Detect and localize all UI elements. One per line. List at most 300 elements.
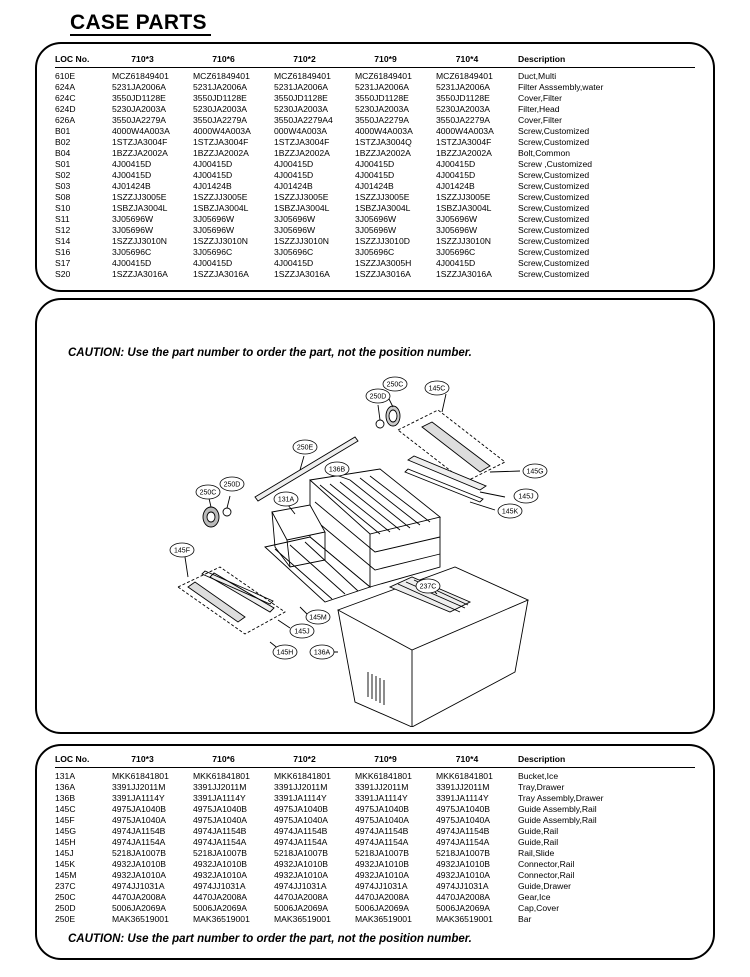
cell-loc: 250E: [55, 913, 76, 924]
cell-description: Screw,Customized: [518, 235, 590, 246]
table-row: [55, 93, 695, 104]
cell-part-number: 5231JA2006A: [112, 81, 166, 92]
cell-part-number: 4J00415D: [112, 169, 152, 180]
cell-part-number: 1SZZJJ3010N: [193, 235, 248, 246]
svg-text:250E: 250E: [296, 444, 314, 452]
cell-part-number: 4470JA2008A: [436, 891, 490, 902]
cell-part-number: 5230JA2003A: [436, 103, 490, 114]
cell-loc: S08: [55, 191, 71, 202]
cell-part-number: MAK36519001: [436, 913, 493, 924]
cell-part-number: 4974JA1154B: [355, 825, 409, 836]
cell-part-number: 1SZZJA3016A: [193, 268, 249, 279]
cell-part-number: MCZ61849401: [355, 70, 412, 81]
cell-part-number: 3J05696W: [436, 213, 478, 224]
cell-loc: 145H: [55, 836, 76, 847]
label-bubble: [523, 464, 547, 478]
table-row: [55, 104, 695, 115]
cell-part-number: 5230JA2003A: [355, 103, 409, 114]
cell-part-number: 4975JA1040B: [274, 803, 328, 814]
svg-text:131A: 131A: [277, 496, 295, 504]
label-bubble: [366, 389, 390, 403]
cell-part-number: 3550JA2279A: [355, 114, 409, 125]
cell-loc: 626A: [55, 114, 76, 125]
cell-part-number: 4975JA1040A: [436, 814, 490, 825]
cell-loc: 145J: [55, 847, 74, 858]
cell-description: Screw,Customized: [518, 268, 590, 279]
label-bubble: [306, 610, 330, 624]
col-header-model: 710*2: [274, 752, 355, 767]
cell-part-number: 1SZZJA3016A: [112, 268, 168, 279]
cell-part-number: 4J00415D: [436, 257, 476, 268]
cell-part-number: 3J05696C: [112, 246, 152, 257]
cell-part-number: 3391JJ2011M: [274, 781, 328, 792]
cell-loc: 136B: [55, 792, 76, 803]
cell-part-number: 4J00415D: [355, 169, 395, 180]
svg-text:145M: 145M: [309, 614, 327, 622]
cell-part-number: 4932JA1010A: [112, 869, 166, 880]
cell-description: Tray,Drawer: [518, 781, 565, 792]
table-row: [55, 914, 695, 925]
cell-part-number: 3391JA1114Y: [355, 792, 408, 803]
cell-part-number: 4974JA1154B: [193, 825, 247, 836]
table-row: [55, 148, 695, 159]
cap-cover-part-left: [223, 508, 231, 516]
cell-part-number: 3550JD1128E: [355, 92, 409, 103]
cell-part-number: MAK36519001: [112, 913, 169, 924]
label-bubble: [273, 645, 297, 659]
table-row: [55, 225, 695, 236]
cell-part-number: 4J01424B: [355, 180, 394, 191]
cell-part-number: 4J00415D: [355, 158, 395, 169]
cell-description: Guide,Rail: [518, 825, 559, 836]
cell-part-number: 4974JA1154A: [355, 836, 409, 847]
table-row: [55, 782, 695, 793]
cell-description: Screw,Customized: [518, 202, 590, 213]
label-bubble: [383, 377, 407, 391]
cell-part-number: 4470JA2008A: [274, 891, 328, 902]
cell-loc: 610E: [55, 70, 76, 81]
cell-part-number: 3391JJ2011M: [193, 781, 247, 792]
cell-part-number: 5006JA2069A: [193, 902, 247, 913]
cell-part-number: 4470JA2008A: [193, 891, 247, 902]
cell-part-number: 4975JA1040A: [193, 814, 247, 825]
cell-part-number: 5218JA1007B: [274, 847, 328, 858]
table-row: [55, 837, 695, 848]
cell-part-number: 4J00415D: [436, 169, 476, 180]
cell-part-number: 4974JJ1031A: [436, 880, 489, 891]
col-header-model: 710*9: [355, 52, 436, 67]
cell-part-number: 3391JJ2011M: [112, 781, 166, 792]
cell-loc: 250C: [55, 891, 76, 902]
cell-part-number: 4932JA1010A: [436, 869, 490, 880]
cell-part-number: MCZ61849401: [274, 70, 331, 81]
cell-description: Filter,Head: [518, 103, 560, 114]
cell-part-number: 1BZZJA2002A: [193, 147, 249, 158]
cell-loc: S01: [55, 158, 71, 169]
cell-description: Duct,Multi: [518, 70, 557, 81]
cell-part-number: 4932JA1010A: [274, 869, 328, 880]
cell-description: Bar: [518, 913, 532, 924]
label-bubble: [425, 381, 449, 395]
cell-part-number: 1SZZJJ3005E: [193, 191, 248, 202]
cell-part-number: 4974JJ1031A: [193, 880, 246, 891]
cell-part-number: 3550JA2279A: [112, 114, 166, 125]
svg-text:145H: 145H: [276, 649, 294, 657]
table-row: [55, 804, 695, 815]
col-header-model: 710*6: [193, 752, 274, 767]
cell-part-number: MKK61841801: [355, 770, 412, 781]
cell-part-number: 4974JA1154A: [112, 836, 166, 847]
col-header-description: Description: [518, 752, 695, 767]
cell-part-number: 3J05696C: [193, 246, 233, 257]
cell-description: Connector,Rail: [518, 869, 575, 880]
cell-part-number: 3J05696W: [112, 224, 154, 235]
cell-part-number: 4470JA2008A: [355, 891, 409, 902]
cell-part-number: 4975JA1040A: [112, 814, 166, 825]
cell-description: Bolt,Common: [518, 147, 571, 158]
label-bubble: [170, 543, 194, 557]
cell-part-number: 4975JA1040B: [193, 803, 247, 814]
cell-part-number: 3550JD1128E: [193, 92, 247, 103]
cell-part-number: 4000W4A003A: [112, 125, 170, 136]
svg-text:250C: 250C: [199, 489, 217, 497]
gear-ice-part-left: [203, 507, 219, 527]
cell-part-number: 3391JJ2011M: [355, 781, 409, 792]
cell-part-number: 4J00415D: [112, 257, 152, 268]
cell-part-number: 5230JA2003A: [112, 103, 166, 114]
table-row: [55, 269, 695, 280]
cell-part-number: 3550JA2279A4: [274, 114, 333, 125]
cell-part-number: 4932JA1010B: [112, 858, 166, 869]
cell-part-number: 1STZJA3004Q: [355, 136, 412, 147]
cell-part-number: 5231JA2006A: [193, 81, 247, 92]
freezer-parts-table: [55, 752, 695, 925]
cell-part-number: 4J00415D: [193, 158, 233, 169]
cell-part-number: 5218JA1007B: [112, 847, 166, 858]
cell-part-number: 1SBZJA3004L: [112, 202, 168, 213]
cell-part-number: 3J05696C: [274, 246, 314, 257]
cell-loc: S16: [55, 246, 71, 257]
cell-part-number: MCZ61849401: [193, 70, 250, 81]
cell-part-number: 1SZZJJ3005E: [355, 191, 410, 202]
label-bubble: [293, 440, 317, 454]
cell-description: Cover,Filter: [518, 92, 562, 103]
cell-part-number: 4000W4A003A: [355, 125, 413, 136]
table-row: [55, 214, 695, 225]
cell-part-number: 1SZZJJ3010N: [112, 235, 167, 246]
table-row: [55, 170, 695, 181]
cell-loc: 145F: [55, 814, 75, 825]
cell-part-number: 1BZZJA2002A: [436, 147, 492, 158]
svg-text:145G: 145G: [526, 468, 544, 476]
table-header-row: [55, 52, 695, 67]
cell-description: Guide,Drawer: [518, 880, 572, 891]
cell-part-number: 5218JA1007B: [193, 847, 247, 858]
cell-part-number: 3391JA1114Y: [112, 792, 165, 803]
cell-part-number: 4J00415D: [274, 169, 314, 180]
cell-part-number: 4932JA1010B: [436, 858, 490, 869]
cell-part-number: 4J00415D: [274, 257, 314, 268]
svg-text:136B: 136B: [328, 466, 346, 474]
cell-part-number: 3550JD1128E: [112, 92, 166, 103]
svg-text:136A: 136A: [313, 649, 331, 657]
cell-part-number: 1STZJA3004F: [193, 136, 249, 147]
cell-part-number: MAK36519001: [193, 913, 250, 924]
table-row: [55, 892, 695, 903]
cell-part-number: 4974JA1154A: [274, 836, 328, 847]
col-header-model: 710*9: [355, 752, 436, 767]
cell-part-number: 1SZZJJ3010N: [274, 235, 329, 246]
cell-part-number: 4J01424B: [112, 180, 151, 191]
cell-part-number: 3J05696W: [274, 224, 316, 235]
cell-description: Screw,Customized: [518, 136, 590, 147]
table-row: [55, 881, 695, 892]
cell-part-number: 5230JA2003A: [274, 103, 328, 114]
cell-part-number: 4932JA1010B: [193, 858, 247, 869]
cell-part-number: 4974JJ1031A: [274, 880, 327, 891]
cell-part-number: 4J00415D: [112, 158, 152, 169]
col-header-loc: LOC No.: [55, 752, 112, 767]
cell-description: Tray Assembly,Drawer: [518, 792, 604, 803]
cell-loc: 136A: [55, 781, 76, 792]
svg-text:145K: 145K: [501, 508, 519, 516]
cell-loc: 624C: [55, 92, 76, 103]
cell-description: Screw ,Customized: [518, 158, 593, 169]
label-bubble: [310, 645, 334, 659]
cell-part-number: 4J00415D: [193, 169, 233, 180]
table-row: [55, 793, 695, 804]
cell-part-number: 3J05696C: [436, 246, 476, 257]
cell-part-number: 5230JA2003A: [193, 103, 247, 114]
cell-part-number: 5006JA2069A: [274, 902, 328, 913]
cell-part-number: 1SZZJJ3010D: [355, 235, 410, 246]
col-header-model: 710*3: [112, 752, 193, 767]
cell-part-number: 1SZZJA3005H: [355, 257, 412, 268]
svg-text:250C: 250C: [386, 381, 404, 389]
cell-description: Screw,Customized: [518, 180, 590, 191]
cell-part-number: 3550JA2279A: [193, 114, 247, 125]
cell-part-number: 1SBZJA3004L: [193, 202, 249, 213]
cell-part-number: 1SBZJA3004L: [274, 202, 330, 213]
cell-part-number: 4932JA1010B: [355, 858, 409, 869]
caution-note: CAUTION: Use the part number to order the part, not the position number.: [68, 347, 472, 359]
table-row: [55, 115, 695, 126]
cell-part-number: 3J05696W: [193, 213, 235, 224]
rail-guide-right-assembly: [398, 410, 505, 502]
svg-text:145F: 145F: [174, 547, 190, 555]
cell-description: Screw,Customized: [518, 257, 590, 268]
cell-part-number: 4974JA1154A: [436, 836, 490, 847]
table-row: [55, 137, 695, 148]
cell-part-number: 3J05696W: [355, 224, 397, 235]
cell-part-number: 3550JD1128E: [436, 92, 490, 103]
cell-part-number: 3J05696W: [355, 213, 397, 224]
cell-part-number: 4974JJ1031A: [112, 880, 165, 891]
cell-part-number: 3550JA2279A: [436, 114, 490, 125]
cell-description: Screw,Customized: [518, 224, 590, 235]
cell-part-number: 3J05696W: [274, 213, 316, 224]
label-bubble: [498, 504, 522, 518]
cell-part-number: 4J01424B: [193, 180, 232, 191]
cell-part-number: 4J01424B: [436, 180, 475, 191]
table-row: [55, 236, 695, 247]
cell-loc: 131A: [55, 770, 76, 781]
cell-part-number: 1BZZJA2002A: [112, 147, 168, 158]
cell-part-number: 4932JA1010A: [193, 869, 247, 880]
case-parts-title: CASE PARTS: [70, 12, 211, 36]
cell-part-number: MCZ61849401: [436, 70, 493, 81]
label-bubble: [325, 462, 349, 476]
cell-loc: S02: [55, 169, 71, 180]
cell-part-number: 1BZZJA2002A: [274, 147, 330, 158]
label-bubble: [196, 485, 220, 499]
cell-part-number: 4974JA1154B: [436, 825, 490, 836]
cell-description: Cover,Filter: [518, 114, 562, 125]
cell-part-number: 4974JJ1031A: [355, 880, 408, 891]
cell-part-number: 4975JA1040A: [355, 814, 409, 825]
cell-loc: 145K: [55, 858, 76, 869]
col-header-model: 710*3: [112, 52, 193, 67]
cell-loc: 145M: [55, 869, 77, 880]
col-header-loc: LOC No.: [55, 52, 112, 67]
gear-ice-part: [386, 406, 400, 426]
cell-part-number: MKK61841801: [436, 770, 493, 781]
cell-part-number: 4974JA1154A: [193, 836, 247, 847]
table-row: [55, 815, 695, 826]
cell-loc: B02: [55, 136, 71, 147]
cell-part-number: 4000W4A003A: [193, 125, 251, 136]
cell-part-number: 3391JA1114Y: [436, 792, 489, 803]
cell-loc: 237C: [55, 880, 76, 891]
cell-part-number: 5006JA2069A: [436, 902, 490, 913]
svg-text:250D: 250D: [223, 481, 241, 489]
freezer-exploded-diagram: [150, 372, 550, 727]
cell-part-number: 3391JA1114Y: [274, 792, 327, 803]
cell-part-number: 3J05696W: [112, 213, 154, 224]
cell-part-number: 1BZZJA2002A: [355, 147, 411, 158]
cell-description: Connector,Rail: [518, 858, 575, 869]
cell-part-number: 1SZZJJ3010N: [436, 235, 491, 246]
table-row: [55, 203, 695, 214]
cell-description: Rail,Slide: [518, 847, 555, 858]
cell-part-number: 000W4A003A: [274, 125, 328, 136]
label-bubble: [514, 489, 538, 503]
table-row: [55, 903, 695, 914]
cell-part-number: 5218JA1007B: [436, 847, 490, 858]
cell-description: Screw,Customized: [518, 213, 590, 224]
cell-part-number: 4975JA1040B: [436, 803, 490, 814]
cell-description: Guide,Rail: [518, 836, 559, 847]
cell-part-number: 5231JA2006A: [436, 81, 490, 92]
label-bubble: [274, 492, 298, 506]
table-row: [55, 247, 695, 258]
cell-part-number: MKK61841801: [112, 770, 169, 781]
cell-loc: 145G: [55, 825, 77, 836]
cell-loc: 624D: [55, 103, 76, 114]
cell-part-number: 1STZJA3004F: [274, 136, 330, 147]
svg-text:145J: 145J: [518, 493, 534, 501]
cell-part-number: 3J05696W: [193, 224, 235, 235]
table-row: [55, 258, 695, 269]
cell-part-number: 3J05696C: [355, 246, 395, 257]
cell-loc: 624A: [55, 81, 76, 92]
cell-part-number: 4932JA1010B: [274, 858, 328, 869]
cell-description: Filter Asssembly,water: [518, 81, 604, 92]
cell-part-number: MAK36519001: [355, 913, 412, 924]
table-row: [55, 192, 695, 203]
cell-description: Guide Assembly,Rail: [518, 803, 597, 814]
cell-part-number: 4000W4A003A: [436, 125, 494, 136]
table-row: [55, 67, 695, 82]
cell-description: Cap,Cover: [518, 902, 560, 913]
cell-part-number: MKK61841801: [193, 770, 250, 781]
cell-part-number: 1SZZJJ3005E: [112, 191, 167, 202]
cell-part-number: 5006JA2069A: [112, 902, 166, 913]
svg-text:250D: 250D: [369, 393, 387, 401]
cell-part-number: 5218JA1007B: [355, 847, 409, 858]
cell-part-number: 1SZZJA3016A: [274, 268, 330, 279]
cell-part-number: 5231JA2006A: [355, 81, 409, 92]
cell-part-number: 4470JA2008A: [112, 891, 166, 902]
table-row: [55, 859, 695, 870]
cell-loc: S20: [55, 268, 71, 279]
cell-description: Screw,Customized: [518, 191, 590, 202]
cap-cover-part: [376, 420, 384, 428]
table-row: [55, 126, 695, 137]
cell-part-number: 1SBZJA3004L: [355, 202, 411, 213]
cell-description: Gear,Ice: [518, 891, 551, 902]
cell-part-number: 4974JA1154B: [112, 825, 166, 836]
cell-part-number: 4J00415D: [436, 158, 476, 169]
cell-part-number: 4J01424B: [274, 180, 313, 191]
cell-part-number: 5006JA2069A: [355, 902, 409, 913]
caution-note-bottom: CAUTION: Use the part number to order the part, not the position number.: [68, 933, 472, 945]
cell-part-number: 4975JA1040B: [112, 803, 166, 814]
table-row: [55, 159, 695, 170]
cell-part-number: 1SZZJA3016A: [355, 268, 411, 279]
table-header-row: [55, 752, 695, 767]
cell-part-number: 4975JA1040A: [274, 814, 328, 825]
col-header-model: 710*4: [436, 752, 518, 767]
cell-part-number: MCZ61849401: [112, 70, 169, 81]
cell-part-number: 3391JJ2011M: [436, 781, 490, 792]
rail-guide-left-assembly: [178, 567, 285, 634]
col-header-model: 710*4: [436, 52, 518, 67]
cell-loc: B04: [55, 147, 71, 158]
cell-loc: 250D: [55, 902, 76, 913]
cell-loc: S11: [55, 213, 70, 224]
cell-part-number: MAK36519001: [274, 913, 331, 924]
col-header-model: 710*6: [193, 52, 274, 67]
table-row: [55, 870, 695, 881]
case-parts-table: [55, 52, 695, 280]
cell-loc: S03: [55, 180, 71, 191]
table-row: [55, 826, 695, 837]
col-header-model: 710*2: [274, 52, 355, 67]
svg-text:145J: 145J: [294, 628, 310, 636]
cell-loc: S12: [55, 224, 71, 235]
cell-part-number: 1SZZJJ3005E: [274, 191, 329, 202]
cell-part-number: 3J05696W: [436, 224, 478, 235]
table-row: [55, 767, 695, 782]
cell-loc: S17: [55, 257, 71, 268]
cell-part-number: 4975JA1040B: [355, 803, 409, 814]
cell-part-number: 5231JA2006A: [274, 81, 328, 92]
col-header-description: Description: [518, 52, 695, 67]
cell-part-number: 1SZZJJ3005E: [436, 191, 491, 202]
cell-description: Screw,Customized: [518, 246, 590, 257]
svg-text:237C: 237C: [419, 583, 437, 591]
